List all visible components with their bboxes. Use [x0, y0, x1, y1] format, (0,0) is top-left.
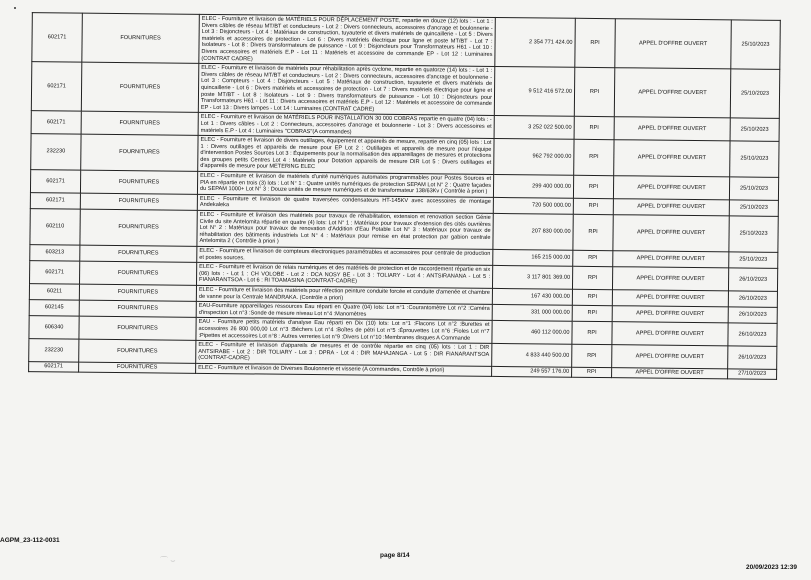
pencil-mark: ⌒ ⌣: [160, 556, 176, 565]
nature-code: 603213: [30, 245, 80, 262]
row-amount: 460 112 000.00: [492, 321, 572, 345]
nature-code: 60211: [29, 284, 79, 301]
nature-code: 602171: [32, 13, 83, 63]
row-type: FOURNITURES: [79, 300, 196, 317]
row-description: ELEC - Fourniture et livraison de matériels pour réhabilitation après cyclone, repartie en quatorze (14) lots : - Lot 1 : Divers câbles de réseau MT/BT et conducteurs - Lot 2 : Divers connecteurs, accessoires d'ancrage et boulonnerie - Lot 3 : Compteurs - Lot 4 : Disjoncteurs - Lot 5 : Matériaux de construction, tuyauterie et divers matériels de quincaillerie - Lot 6 : Divers matériels et accessoires de protection - Lot 7 : Divers matériels électrique pour ligne et poste MT/BT - Lot 8 : Isolateurs - Lot 9 : Divers transformateurs de puissance - Lot 10 : Disjoncteurs pour Transformateurs H61 - Lot 11 : Divers accessoires et matériels E.P - Lot 12 : Matériels et accessoire de commande EP - Lot 13 : Divers lampes - Lot 14 : Luminaires (CONTRAT CADRE): [198, 63, 494, 115]
row-amount: 331 000 000.00: [492, 305, 572, 322]
funding-source: RPI: [573, 250, 613, 267]
row-type: FOURNITURES: [80, 193, 197, 210]
row-date: 26/10/2023: [728, 346, 777, 369]
row-date: 25/10/2023: [730, 141, 779, 177]
document-reference: AGPM_23-112-0031: [0, 537, 60, 544]
funding-source: RPI: [573, 214, 613, 250]
row-amount: 207 830 000.00: [493, 213, 573, 250]
row-type: FOURNITURES: [81, 134, 198, 171]
row-amount: 3 117 801 369.00: [492, 266, 572, 290]
row-amount: 299 400 000.00: [493, 174, 573, 198]
procurement-method: APPEL D'OFFRE OUVERT: [614, 140, 730, 177]
row-description: EAU-Fourniture appareillages ressources Eau réparti en Quatre (04) lots: Lot n°1 :Courantomètre Lot n°2 :Caméra d'inspection Lot n°3 :Sonde de mesure niveau Lot n°4 :Manomètres: [196, 301, 492, 320]
funding-source: RPI: [575, 18, 616, 68]
procurement-method: APPEL D'OFFRE OUVERT: [613, 199, 729, 216]
row-description: ELEC - Fourniture et livraison des matériels pour travaux de réhabilitation, extension et renovation section Génie Civile du site Antelomita répartie en quatre (4) lots: Lot N° 1 : Matériaux pour travaux d'extension des cités ouvrières Lot N° 2 : Matériaux pour travaux de renovation d'Addition d'Eau Potable Lot N° 3 : Matériaux pour travaux de réhabilitation des bâtiments industriels Lot N° 4 : Matériaux pour remise en état protection par gabion centrale Antelomita 2 ( Contrôle à priori ): [197, 210, 493, 249]
procurement-method: APPEL D'OFFRE OUVERT: [613, 215, 729, 252]
row-type: FOURNITURES: [80, 261, 197, 285]
funding-source: RPI: [572, 289, 612, 306]
row-amount: 3 252 022 500.00: [494, 116, 574, 140]
funding-source: RPI: [572, 344, 612, 367]
row-type: FOURNITURES: [82, 13, 200, 63]
funding-source: RPI: [573, 198, 613, 215]
funding-source: RPI: [572, 322, 612, 345]
nature-code: 602171: [31, 62, 82, 112]
procurement-table: [28, 12, 781, 379]
row-type: FOURNITURES: [79, 362, 196, 373]
row-amount: 2 354 771 424.00: [495, 17, 576, 67]
print-timestamp: 20/09/2023 12:39: [746, 564, 797, 571]
nature-code: 602171: [30, 192, 80, 209]
row-description: ELEC - Fourniture et livraison d'appareils de mesures et de contrôle répartie en cinq (05) lots : Lot 1 : DIR ANTSIRABE - Lot 2 : DIR TOLIARY - Lot 3 : DPRA - Lot 4 : DIR MAHAJANGA - Lot 5 : DIR FIANARANTSOA (CONTRAT-CADRE): [196, 340, 492, 366]
row-type: FOURNITURES: [81, 111, 198, 135]
nature-code: 602171: [29, 361, 79, 371]
procurement-method: APPEL D'OFFRE OUVERT: [612, 290, 728, 307]
procurement-method: APPEL D'OFFRE OUVERT: [612, 267, 728, 291]
procurement-method: APPEL D'OFFRE OUVERT: [612, 306, 728, 323]
row-description: ELEC - Fourniture et livraison de MATÉRIELS POUR INSTALLATION 30 000 COBRAS repartie en quatre (04) lots : - Lot 1 : Divers câbles - Lot 2 : Connecteurs, accessoires d'ancrage et boulonnerie - Lot 3 : Divers accessoires et matériels E.P - Lot 4 : Luminaires "COBRAS"(A commandes): [198, 113, 494, 139]
funding-source: RPI: [574, 67, 615, 117]
row-amount: 165 215 000.00: [493, 249, 573, 266]
row-date: 25/10/2023: [730, 69, 780, 119]
row-amount: 167 430 000.00: [492, 288, 572, 305]
nature-code: 602171: [31, 111, 81, 134]
row-amount: 249 557 176.00: [492, 366, 572, 376]
funding-source: RPI: [572, 367, 612, 377]
row-date: 26/10/2023: [728, 323, 777, 346]
procurement-method: APPEL D'OFFRE OUVERT: [614, 117, 730, 141]
funding-source: RPI: [572, 266, 612, 289]
procurement-method: APPEL D'OFFRE OUVERT: [613, 251, 729, 268]
table-row: [32, 13, 780, 70]
funding-source: RPI: [573, 175, 613, 198]
page-footer: [0, 537, 811, 571]
row-description: ELEC - Fourniture et livraison de Diverses Boulonnerie et visserie (A commandes, Contrôle à priori): [196, 363, 492, 376]
row-description: ELEC - Fourniture et livraison de divers outillages, équipement et appareils de mesure, repartie en cinq (05) lots : Lot 1 : Divers outillages et appareils de mesure pour EP Lot 2 : Outillages et appareils de mesure pour l'équipe d'intervention Postes Sources Lot 3 : Équipements pour la normalisation des appareillages de mesures et protections des groupes petits Centres Lot 4 : Matériels pour Dotation appareils de mesure DIR Lot 5 : Divers outillages et d'appareils de mesure pour METERING ELEC: [198, 135, 494, 174]
procurement-method: APPEL D'OFFRE OUVERT: [612, 345, 728, 369]
procurement-method: APPEL D'OFFRE OUVERT: [612, 322, 728, 346]
row-description: ELEC - Fourniture et livraison de compteurs électroniques paramétrables et accessoires pour centrale de production et postes sources.: [197, 246, 493, 265]
procurement-method: APPEL D'OFFRE OUVERT: [613, 176, 729, 200]
nature-code: 232230: [29, 339, 79, 362]
procurement-method: APPEL D'OFFRE OUVERT: [612, 368, 728, 379]
funding-source: RPI: [574, 139, 614, 175]
row-date: 25/10/2023: [730, 118, 779, 141]
row-amount: 962 792 000.00: [494, 139, 574, 176]
row-type: FOURNITURES: [80, 209, 197, 246]
row-type: FOURNITURES: [81, 62, 199, 112]
row-type: FOURNITURES: [80, 170, 197, 194]
row-description: ELEC - Fourniture et livraison de matériels d'unité numériques automates programmables pour Postes Sources et PIA en répartie en trois (3) lots : Lot N° 1 : Quatre unités numériques de protection SEPAM Lot N° 2 : Quatre façades du SEPAM 1000+ Lot N° 3 : Douze unités de mesure numériques et de transformateur 138/63Kv ( Contrôle à priori ): [197, 171, 493, 197]
row-date: 25/10/2023: [731, 20, 781, 70]
row-date: 25/10/2023: [729, 200, 778, 217]
table-row: [31, 62, 779, 119]
row-date: 25/10/2023: [729, 252, 778, 269]
nature-code: 602110: [30, 209, 80, 245]
row-date: 26/10/2023: [728, 291, 777, 308]
funding-source: RPI: [572, 305, 612, 322]
row-description: EAU - Fourniture petits matériels d'analyse Eau réparti en Dix (10) lots: Lot n°1 :Flacons Lot n°2 :Burettes et accessoires 26 800 000,00 Lot n°3 :Béchers Lot n°4 :Boîtes de pétri Lot n°5 :Éprouvettes Lot n°6 :Fioles Lot n°7 :Pipettes et accessoires Lot n°8 : Autres verreries Lot n°9 :Divers Lot n°10 :Membranes disques A Commande: [196, 318, 492, 344]
row-date: 25/10/2023: [729, 216, 778, 252]
procurement-method: APPEL D'OFFRE OUVERT: [614, 68, 731, 118]
nature-code: 232230: [31, 134, 81, 170]
nature-code: 602171: [30, 170, 80, 193]
row-amount: 4 833 440 500.00: [492, 344, 572, 368]
row-date: 25/10/2023: [729, 177, 778, 200]
row-amount: 720 500 000.00: [493, 197, 573, 214]
row-date: 27/10/2023: [728, 369, 777, 379]
row-amount: 9 512 416 572.00: [494, 67, 575, 117]
row-type: FOURNITURES: [80, 245, 197, 262]
row-description: ELEC - Fourniture et livraison de quatre traversées condensateurs HT-145KV avec accessoires de montage Andekaleka: [197, 194, 493, 213]
procurement-method: APPEL D'OFFRE OUVERT: [615, 19, 732, 69]
nature-code: 602171: [30, 261, 80, 284]
row-description: ELEC - Fourniture et livraison de MATÉRIELS POUR DÉPLACEMENT POSTE, repartie en douze (12) lots : - Lot 1 : Divers câbles de réseau MT/BT et conducteurs - Lot 2 : Divers connecteurs, accessoires d'ancrage et boulonnerie - Lot 3 : Disjoncteurs - Lot 4 : Matériaux de construction, tuyauterie et divers matériels de quincaillerie - Lot 5 : Divers matériels et accessoires de protection - Lot 6 : Divers matériels électrique pour ligne et poste MT/BT - Lot 7 : Isolateurs - Lot 8 : Divers transformateurs de puissance - Lot 9 : Disjoncteurs pour Transformateurs H61 - Lot 10 : Divers accessoires et matériels E.P - Lot 11 : Matériels et accessoire de commande EP - Lot 12 : Luminaires (CONTRAT CADRE): [199, 14, 495, 66]
nature-code: 606340: [29, 316, 79, 339]
nature-code: 602145: [29, 300, 79, 317]
funding-source: RPI: [574, 117, 614, 140]
row-type: FOURNITURES: [79, 339, 196, 363]
row-type: FOURNITURES: [79, 284, 196, 301]
row-date: 26/10/2023: [728, 307, 777, 324]
row-description: ELEC - Fourniture et livraison de relais numériques et des matériels de protection et de raccordement répartie en six (06) lots : - Lot 1 : CH VOLOBE - Lot 2 : DCA NOSY BE - Lot 3 : TOLIARY - Lot 4 : ANTSIRANANA - Lot 5 : FIANARANTSOA - Lot 6 : RI TOAMASINA (CONTRAT-CADRE): [197, 263, 493, 289]
row-description: ELEC - Fourniture et livraison des matériels pour réfection peinture conduite forcée et conduite d'amenée et chambre de vanne pour la Centrale MANDRAKA. (Contrôle a priori): [196, 285, 492, 304]
page-number: page 8/14: [380, 552, 410, 559]
row-type: FOURNITURES: [79, 316, 196, 340]
row-date: 26/10/2023: [728, 268, 777, 291]
